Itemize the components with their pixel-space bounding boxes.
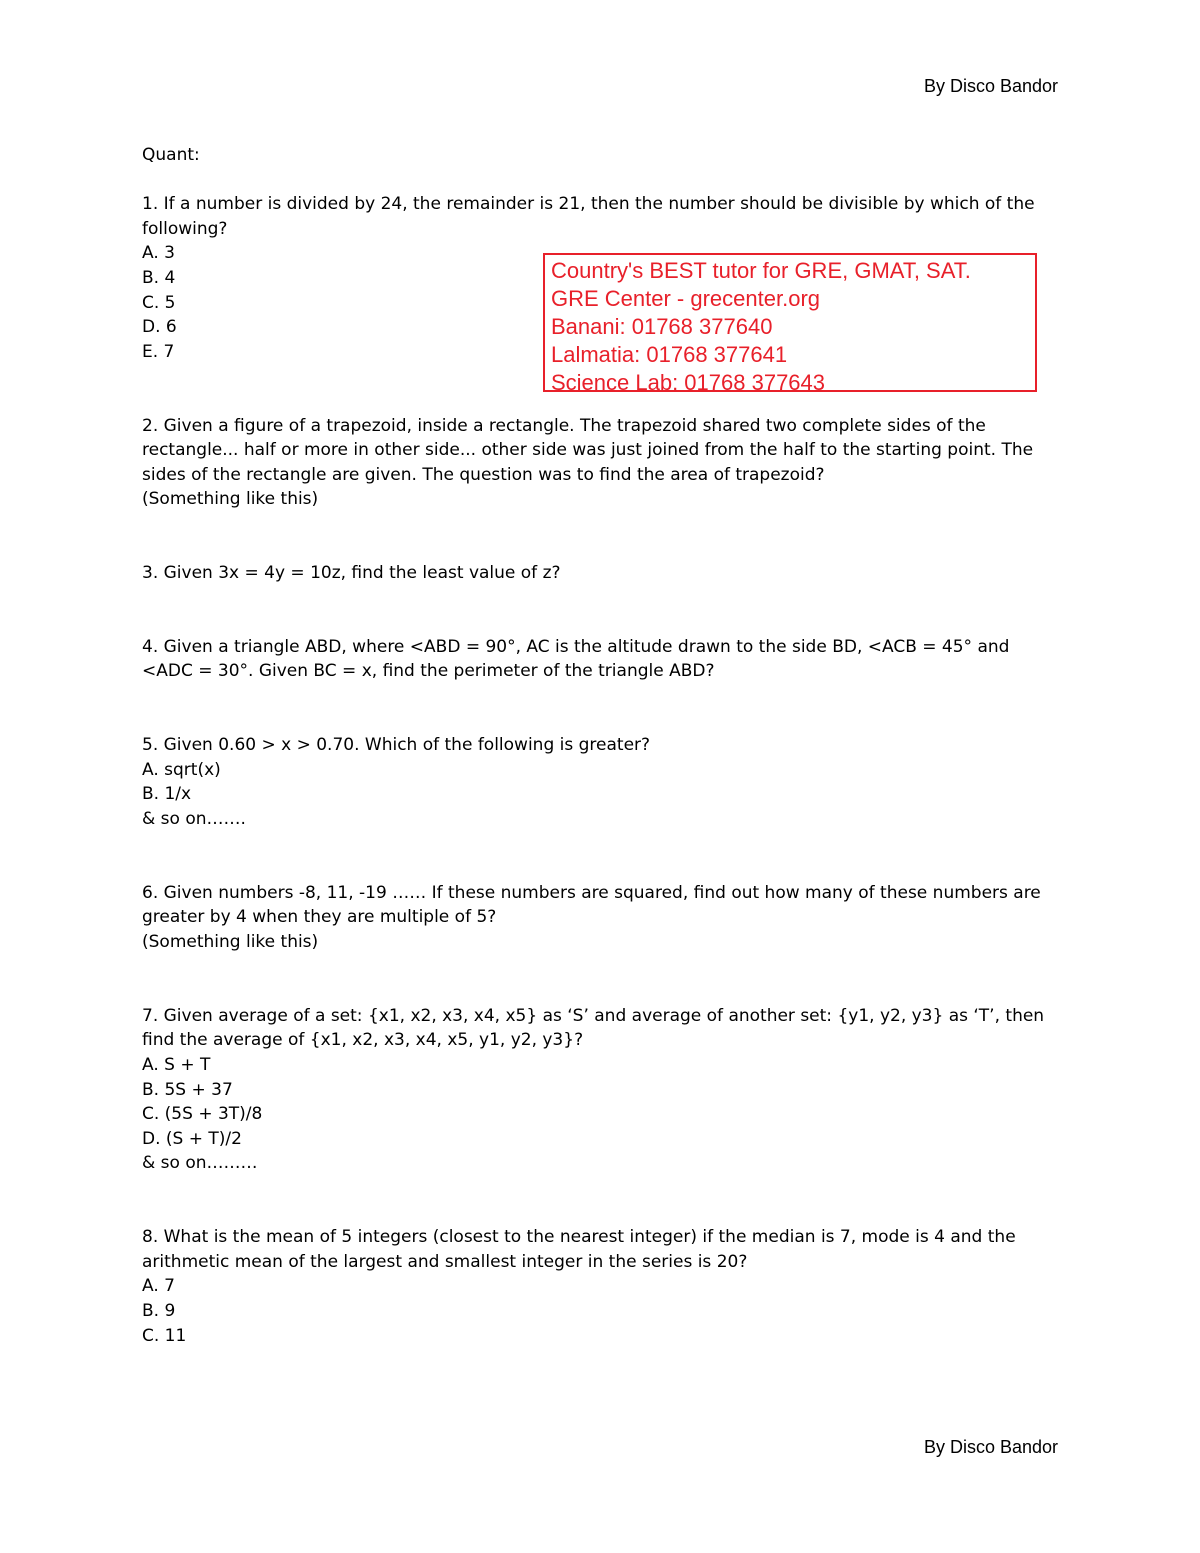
question-1-option: A. 3 xyxy=(142,243,175,264)
question-6: 6. Given numbers -8, 11, -19 …… If these numbers are squared, find out how many of these numbers are greater by 4 when they are multiple of 5? xyxy=(142,882,1041,928)
section-title: Quant: xyxy=(142,145,200,165)
question-1-option: D. 6 xyxy=(142,317,177,338)
ad-line-tagline: Country's BEST tutor for GRE, GMAT, SAT. xyxy=(551,258,971,283)
question-7: 7. Given average of a set: {x1, x2, x3, x4, x5} as ‘S’ and average of another set: {y1, y2, y3} as ‘T’, then find the average of {x1, x2, x3, x4, x5, y1, y2, y3}? xyxy=(142,1005,1045,1051)
question-1-option: C. 5 xyxy=(142,292,176,313)
question-6-note: (Something like this) xyxy=(142,932,319,952)
question-5-option: B. 1/x xyxy=(142,784,192,805)
ad-line-website: GRE Center - grecenter.org xyxy=(551,286,821,311)
page-header-author: By Disco Bandor xyxy=(923,76,1058,96)
question-7-option: C. (5S + 3T)/8 xyxy=(142,1104,263,1125)
page-footer-author: By Disco Bandor xyxy=(923,1437,1058,1457)
question-2-note: (Something like this) xyxy=(142,489,319,510)
advertisement-box xyxy=(543,253,1037,395)
question-7-option: & so on……… xyxy=(142,1153,258,1174)
question-1-option: E. 7 xyxy=(142,341,175,362)
ad-line-lalmatia-phone: Lalmatia: 01768 377641 xyxy=(551,342,788,367)
question-7-option: B. 5S + 37 xyxy=(142,1079,233,1100)
question-1-option: B. 4 xyxy=(142,267,176,288)
question-8-option: B. 9 xyxy=(142,1300,176,1321)
question-5-option: A. sqrt(x) xyxy=(142,759,221,780)
question-5: 5. Given 0.60 > x > 0.70. Which of the following is greater? xyxy=(142,735,651,756)
question-4: 4. Given a triangle ABD, where <ABD = 90°, AC is the altitude drawn to the side BD, <ACB = 45° and <ADC = 30°. Given BC = x, find the perimeter of the triangle ABD? xyxy=(142,636,1010,682)
question-7-option: D. (S + T)/2 xyxy=(142,1128,242,1149)
question-3: 3. Given 3x = 4y = 10z, find the least value of z? xyxy=(142,563,561,584)
question-1: 1. If a number is divided by 24, the remainder is 21, then the number should be divisible by which of the following? xyxy=(142,194,1035,239)
ad-line-banani-phone: Banani: 01768 377640 xyxy=(551,314,773,339)
question-5-option: & so on……. xyxy=(142,809,246,830)
question-2: 2. Given a figure of a trapezoid, inside a rectangle. The trapezoid shared two complete sides of the rectangle... half or more in other side... other side was just joined from the half to the starting point. The sides of the rectangle are given. The question was to find the area of trapezoid? xyxy=(142,415,1034,485)
question-8-option: A. 7 xyxy=(142,1276,175,1297)
question-8-option: C. 11 xyxy=(142,1325,187,1346)
question-7-option: A. S + T xyxy=(142,1054,211,1075)
question-8: 8. What is the mean of 5 integers (closest to the nearest integer) if the median is 7, mode is 4 and the arithmetic mean of the largest and smallest integer in the series is 20? xyxy=(142,1227,1016,1272)
ad-line-science-lab-phone: Science Lab: 01768 377643 xyxy=(551,370,826,395)
